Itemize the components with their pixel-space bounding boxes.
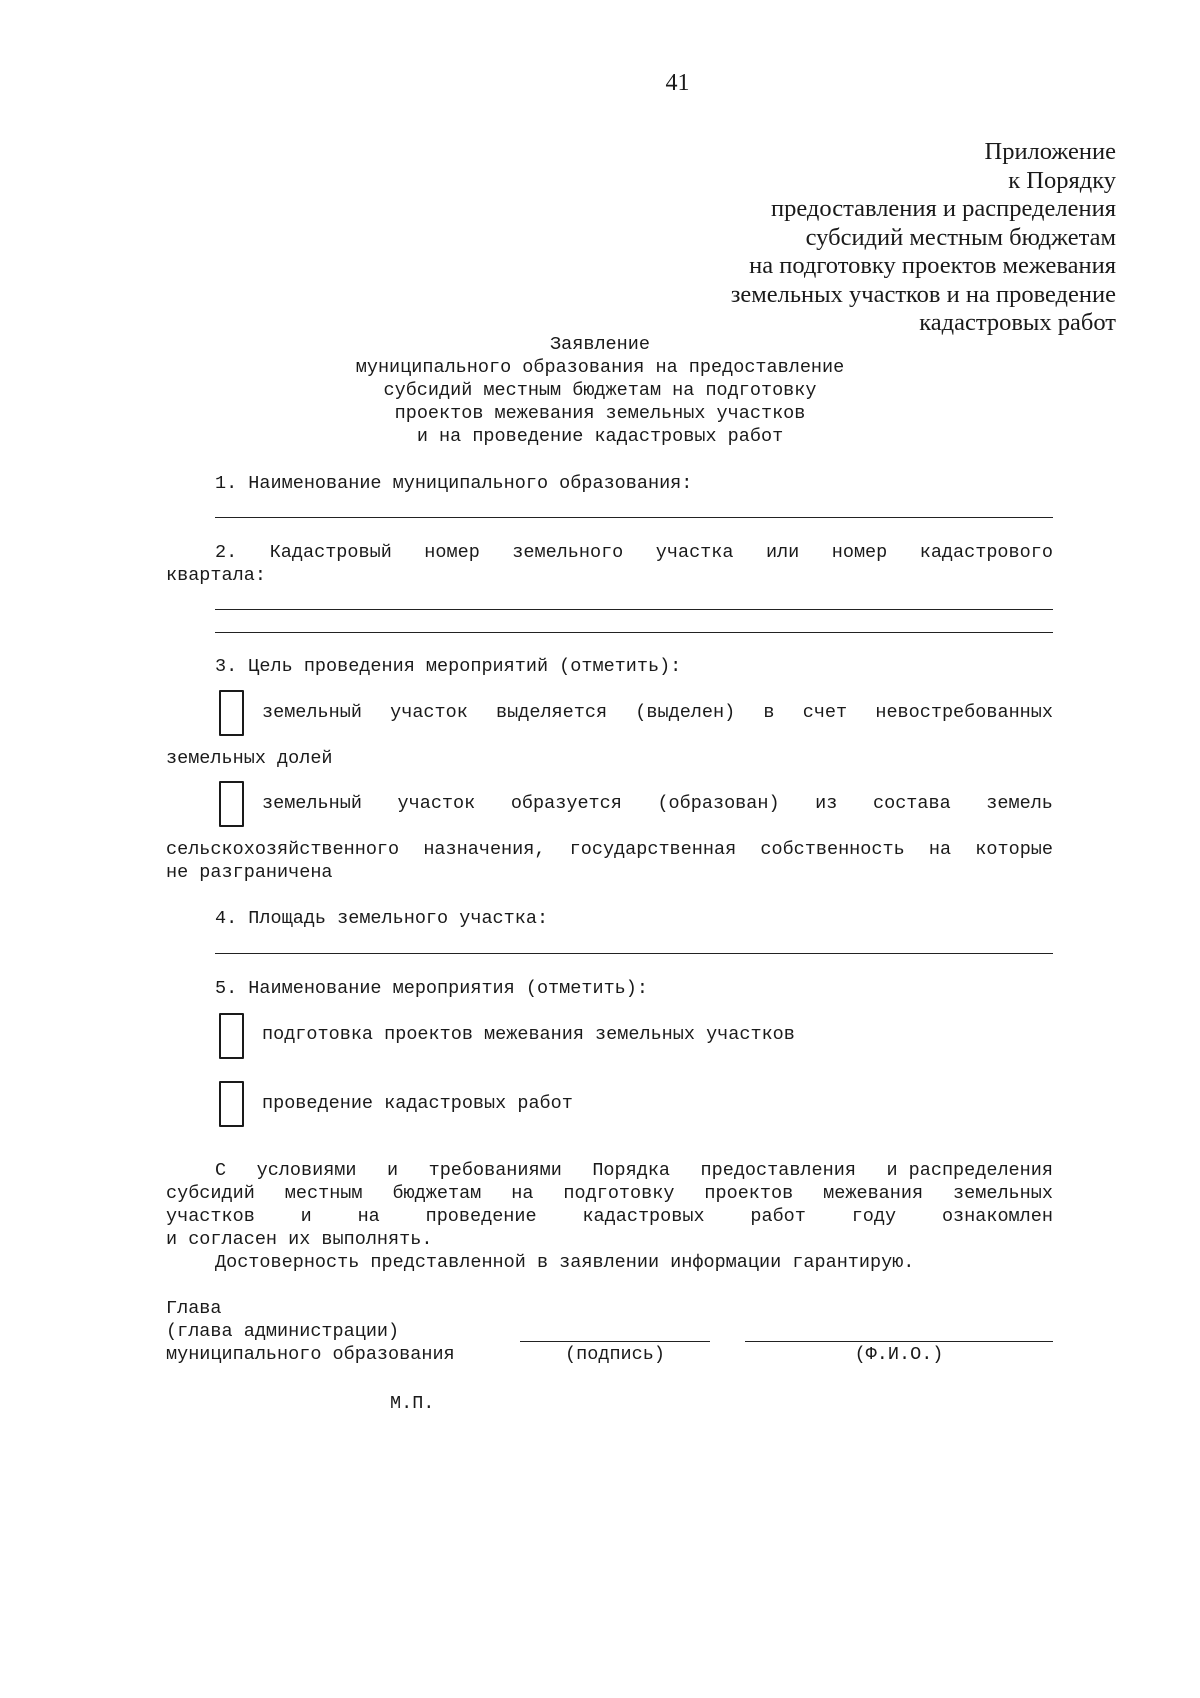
agreement-line-2: субсидий местным бюджетам на подготовку проектов межевания земельных [166,1183,1053,1204]
full-name-caption: (Ф.И.О.) [854,1344,944,1365]
agreement-line-1: С условиями и требованиями Порядка предоставления и распределения [215,1160,1053,1181]
section-1-label: 1. Наименование муниципального образования: [215,473,693,494]
appendix-line: предоставления и распределения [770,195,1116,222]
checkbox-agricultural-land[interactable] [219,781,244,827]
option-cadastral-works: проведение кадастровых работ [262,1093,573,1114]
document-title [330,333,870,448]
option-agricultural-land: земельный участок образуется (образован) из состава земель [262,793,1053,814]
title-line: и на проведение кадастровых работ [416,426,784,447]
signatory-role-line-1: Глава [166,1298,222,1319]
appendix-line: кадастровых работ [919,309,1116,336]
title-line: муниципального образования на предоставление [355,357,845,378]
signatory-role-line-3: муниципального образования [166,1344,455,1365]
option-survey-projects: подготовка проектов межевания земельных участков [262,1024,795,1045]
appendix-line: Приложение [984,138,1116,165]
appendix-line: субсидий местным бюджетам [805,223,1116,251]
cadastral-number-field-1[interactable] [215,609,1053,610]
option-unclaimed-shares: земельный участок выделяется (выделен) в счет невостребованных [262,702,1053,723]
appendix-line: к Порядку [1008,166,1116,194]
land-area-field[interactable] [215,953,1053,954]
appendix-header [731,138,1116,338]
section-5-label: 5. Наименование мероприятия (отметить): [215,978,648,999]
signatory-role-line-2: (глава администрации) [166,1321,400,1342]
agreement-line-4: и согласен их выполнять. [166,1229,433,1250]
appendix-line: на подготовку проектов межевания [749,252,1116,279]
title-line: проектов межевания земельных участков [394,403,806,424]
checkbox-cadastral-works[interactable] [219,1081,244,1127]
signature-caption: (подпись) [565,1344,665,1365]
section-2-continuation: квартала: [166,565,266,586]
signature-field[interactable] [520,1341,710,1342]
option-agricultural-land-continuation: сельскохозяйственного назначения, государственная собственность на которые [166,839,1053,860]
page-number: 41 [665,70,690,96]
appendix-line: земельных участков и на проведение [730,280,1116,308]
guarantee-statement: Достоверность представленной в заявлении информации гарантирую. [215,1252,915,1273]
section-2-label: 2. Кадастровый номер земельного участка или номер кадастрового [215,542,1053,563]
stamp-place: М.П. [390,1393,435,1414]
title-line: Заявление [550,334,650,355]
title-line: субсидий местным бюджетам на подготовку [383,380,817,401]
option-agricultural-land-continuation-2: не разграничена [166,862,333,883]
municipality-name-field[interactable] [215,517,1053,518]
checkbox-unclaimed-shares[interactable] [219,690,244,736]
agreement-line-3: участков и на проведение кадастровых работ году ознакомлен [166,1206,1053,1227]
cadastral-number-field-2[interactable] [215,632,1053,633]
section-3-label: 3. Цель проведения мероприятий (отметить): [215,656,682,677]
section-4-label: 4. Площадь земельного участка: [215,908,549,929]
checkbox-survey-projects[interactable] [219,1013,244,1059]
full-name-field[interactable] [745,1341,1053,1342]
option-unclaimed-shares-continuation: земельных долей [166,748,333,769]
